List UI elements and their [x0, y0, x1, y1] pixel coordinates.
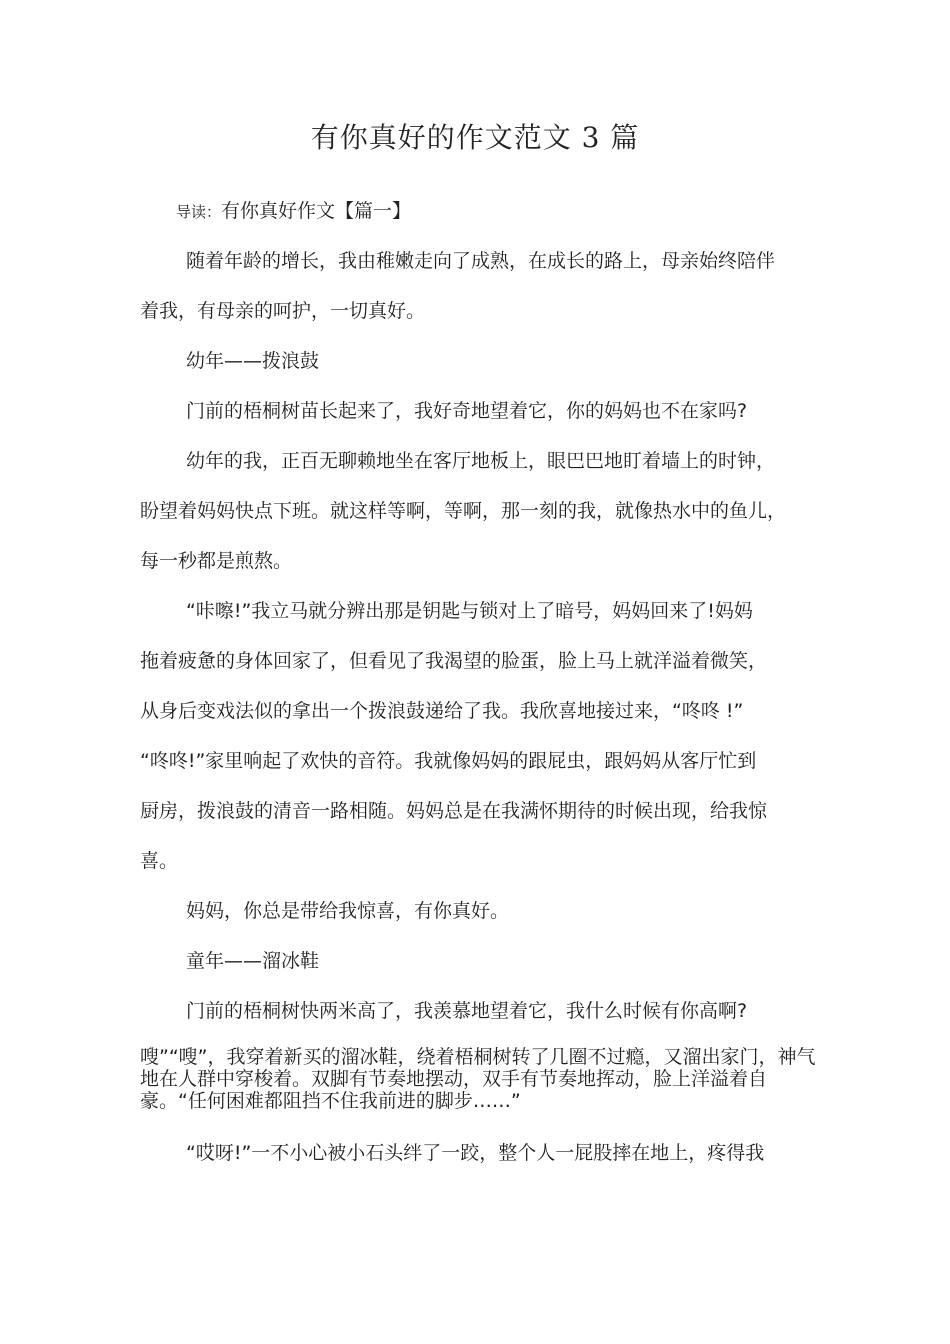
- paragraph-line: “哎呀!”一不小心被小石头绊了一跤，整个人一屁股摔在地上，疼得我: [186, 1142, 765, 1164]
- paragraph-line: 随着年龄的增长，我由稚嫩走向了成熟，在成长的路上，母亲始终陪伴: [186, 250, 776, 272]
- paragraph-line: 厨房，拨浪鼓的清音一路相随。妈妈总是在我满怀期待的时候出现，给我惊: [140, 800, 768, 822]
- paragraph-line: 幼年的我，正百无聊赖地坐在客厅地板上，眼巴巴地盯着墙上的时钟，: [186, 450, 776, 472]
- paragraph-line: 门前的梧桐树快两米高了，我羡慕地望着它，我什么时候有你高啊?: [186, 1000, 748, 1022]
- paragraph-line: 盼望着妈妈快点下班。就这样等啊，等啊，那一刻的我，就像热水中的鱼儿，: [140, 500, 787, 522]
- lead-tag: 导读：: [176, 203, 222, 221]
- lead-text: 有你真好作文【篇一】: [221, 200, 412, 222]
- paragraph-line: “咔嚓!”我立马就分辨出那是钥匙与锁对上了暗号，妈妈回来了!妈妈: [186, 600, 753, 622]
- paragraph-line: 拖着疲惫的身体回家了，但看见了我渴望的脸蛋，脸上马上就洋溢着微笑，: [140, 650, 768, 672]
- tight-paragraph: 嗖”“嗖”，我穿着新买的溜冰鞋，绕着梧桐树转了几圈不过瘾，又溜出家门，神气地在人群中穿梭着。双脚有节奏地摆动，双手有节奏地挥动，脸上洋溢着自豪。“任何困难都阻挡不住我前进的脚步……”: [140, 1046, 816, 1112]
- document-title: 有你真好的作文范文 3 篇: [310, 121, 640, 154]
- paragraph-line: 门前的梧桐树苗长起来了，我好奇地望着它，你的妈妈也不在家吗?: [186, 400, 748, 422]
- paragraph-line: 着我，有母亲的呵护，一切真好。: [140, 300, 426, 322]
- section-heading: 童年——溜冰鞋: [186, 950, 320, 972]
- paragraph-line: “咚咚!”家里响起了欢快的音符。我就像妈妈的跟屁虫，跟妈妈从客厅忙到: [140, 750, 757, 772]
- paragraph-line: 从身后变戏法似的拿出一个拨浪鼓递给了我。我欣喜地接过来，“咚咚 !”: [140, 700, 744, 722]
- paragraph-line: 喜。: [140, 850, 179, 872]
- paragraph-line: 妈妈，你总是带给我惊喜，有你真好。: [186, 900, 510, 922]
- section-heading: 幼年——拨浪鼓: [186, 350, 320, 372]
- paragraph-line: 每一秒都是煎熬。: [140, 550, 293, 572]
- lead-line: [176, 196, 411, 223]
